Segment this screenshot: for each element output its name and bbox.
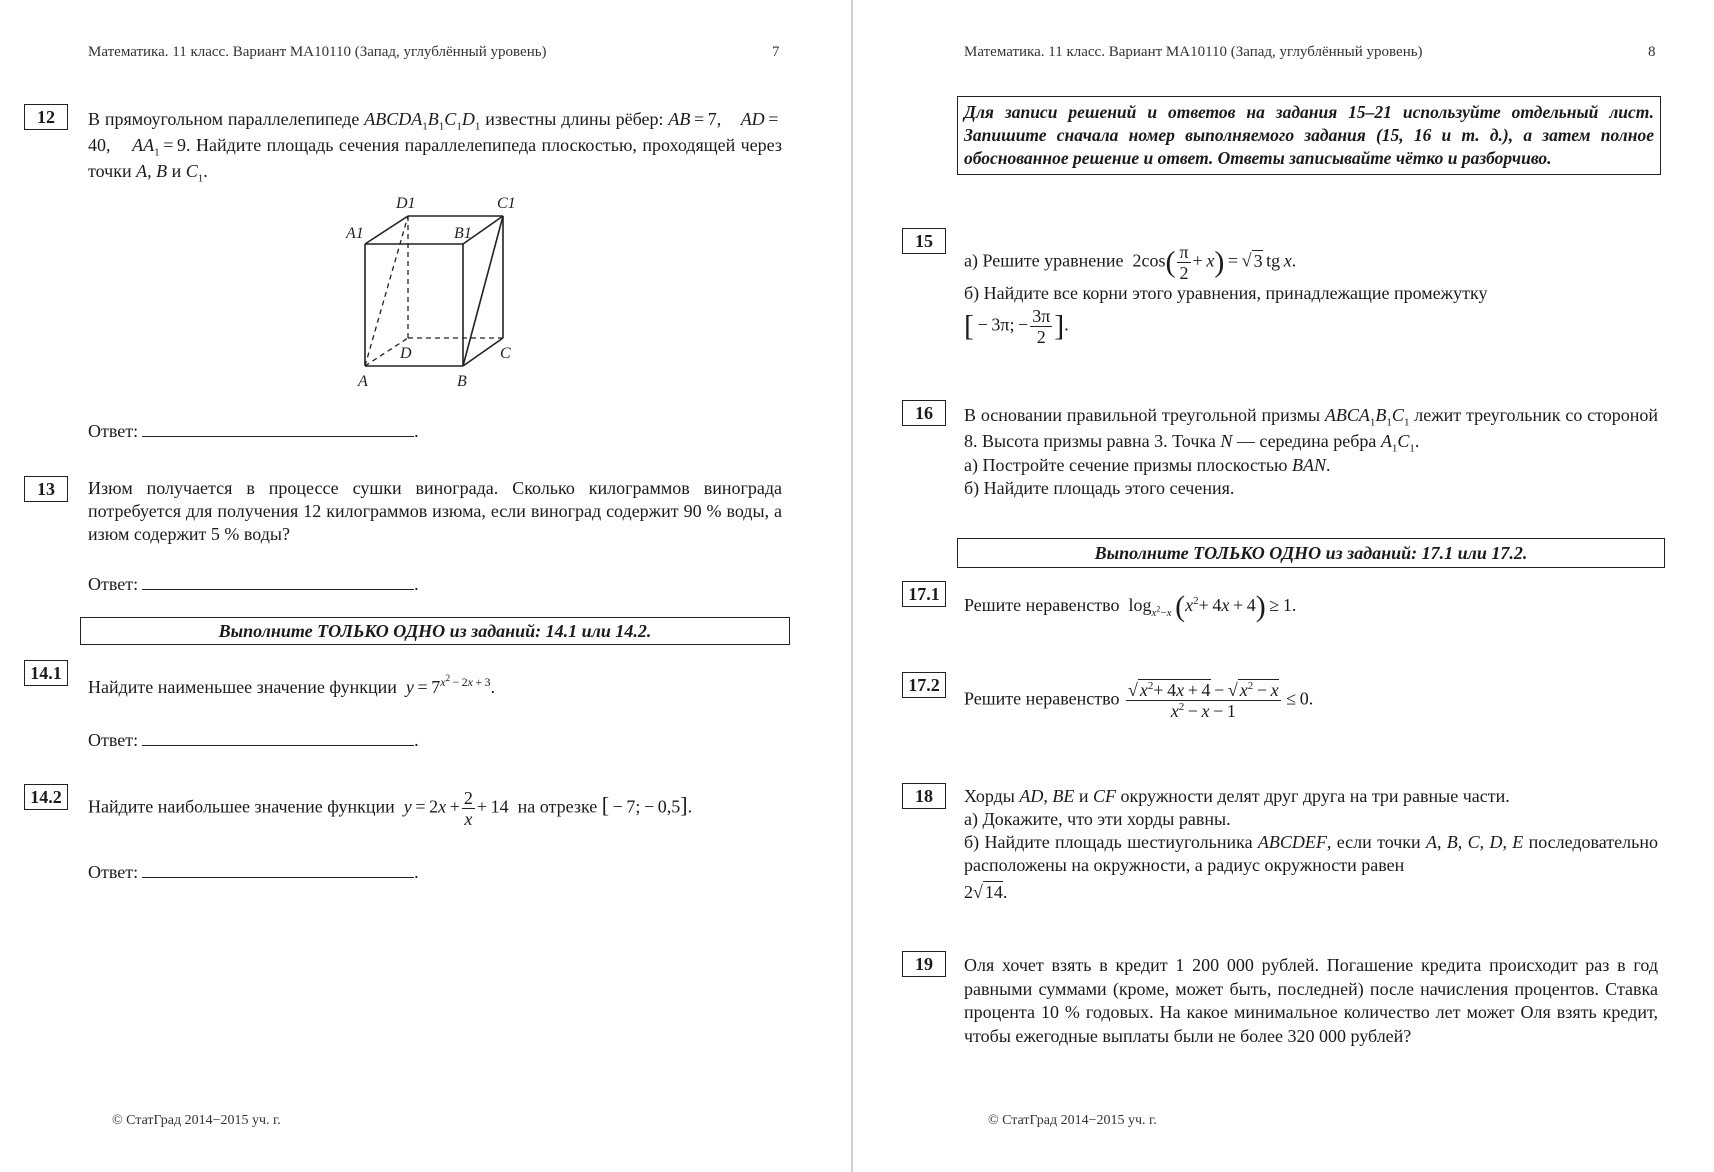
- task-number-13: 13: [24, 476, 68, 502]
- label-a: A: [358, 373, 368, 390]
- task-number-12: 12: [24, 104, 68, 130]
- task-12-text: В прямоугольном параллелепипеде $ABCDA_1B_1C_1D_1$ известны длины рёбер: AB = 7, AD = 40, $AA_1 = 9$. Найдите площадь сечения параллелепипеда плоскостью, проходящей через точки A, B и $C_1$.: [88, 109, 783, 185]
- answer-12: Ответ: .: [88, 421, 419, 441]
- label-b: B: [457, 373, 467, 390]
- choice-banner-14: Выполните ТОЛЬКО ОДНО из заданий: 14.1 или 14.2.: [80, 617, 790, 645]
- page-header: Математика. 11 класс. Вариант МА10110 (Запад, углублённый уровень): [88, 44, 547, 60]
- task-number-14-2: 14.2: [24, 784, 68, 810]
- label-c1: C1: [497, 195, 516, 212]
- label-a1: A1: [346, 225, 364, 242]
- answer-13: Ответ: .: [88, 574, 419, 594]
- page-footer: © СтатГрад 2014−2015 уч. г.: [112, 1113, 281, 1128]
- task-19-text: Оля хочет взять в кредит 1 200 000 рублей. Погашение кредита происходит раз в год равными суммами (кроме, может быть, последней) после начисления процентов. Ставка процента 10 % годовых. На какое минимальное количество лет может Оля взять кредит, чтобы ежегодные выплаты были не более 320 000 рублей?: [964, 955, 1658, 1046]
- task-14-1-text: Найдите наименьшее значение функции $y = 7^{x^2 - 2x + 3}$.: [88, 673, 496, 697]
- task-15-part-a: а) Решите уравнение 2cos( $\frac{\pi}{2}$ + x) = √ 3 tg x.: [964, 242, 1297, 283]
- task-number-14-1: 14.1: [24, 660, 68, 686]
- task-14-2-text: Найдите наибольшее значение функции y = 2x + $\frac{2}{x}$ + 14 на отрезке [ − 7; − 0,5].: [88, 788, 693, 829]
- page-number: 8: [1648, 44, 1656, 60]
- section-line-ad1: [365, 216, 408, 366]
- task-18-text: Хорды AD, BE и CF окружности делят друг друга на три равные части. а) Докажите, что эти хорды равны. б) Найдите площадь шестиугольника ABCDEF, если точки A, B, C, D, E последовательно расположены на окружности, а радиус окружности равен 2√ 14.: [964, 786, 1658, 902]
- task-number-18: 18: [902, 783, 946, 809]
- parallelepiped-figure: [340, 190, 520, 390]
- task-number-15: 15: [902, 228, 946, 254]
- task-15-part-b: б) Найдите все корни этого уравнения, принадлежащие промежутку [ − 3π; − $\frac{3\pi}{2}$ ].: [964, 283, 1488, 347]
- answer-14-2: Ответ: .: [88, 862, 419, 882]
- choice-banner-17: Выполните ТОЛЬКО ОДНО из заданий: 17.1 или 17.2.: [957, 538, 1665, 568]
- page-number: 7: [772, 44, 780, 60]
- page-footer: © СтатГрад 2014−2015 уч. г.: [988, 1113, 1157, 1128]
- answer-field-13[interactable]: [142, 573, 414, 590]
- edge-a1d1: [365, 216, 408, 244]
- label-c: C: [500, 345, 511, 362]
- answer-14-1: Ответ: .: [88, 730, 419, 750]
- answer-field-12[interactable]: [142, 420, 414, 437]
- task-17-1-text: Решите неравенство $\log_{x^2-x} (x^2+ 4x + 4) \ge 1$.: [964, 589, 1297, 623]
- answer-field-14-2[interactable]: [142, 861, 414, 878]
- task-number-16: 16: [902, 400, 946, 426]
- task-number-17-1: 17.1: [902, 581, 946, 607]
- task-number-19: 19: [902, 951, 946, 977]
- left-page: [0, 0, 852, 1172]
- label-d: D: [400, 345, 412, 362]
- answer-field-14-1[interactable]: [142, 729, 414, 746]
- task-16-text: В основании правильной треугольной призмы $ABCA_1B_1C_1$ лежит треугольник со стороной 8. Высота призмы равна 3. Точка N — середина ребра $A_1C_1$. а) Постройте сечение призмы плоскостью BAN. б) Найдите площадь этого сечения.: [964, 405, 1659, 498]
- task-17-2-text: Решите неравенство $\frac{√ x^2+ 4x + 4 - √ x^2 - x}{x^2 - x - 1}$ ≤ 0.: [964, 680, 1314, 721]
- task-13-text: Изюм получается в процессе сушки винограда. Сколько килограммов винограда потребуется для получения 12 килограммов изюма, если виноград содержит 90 % воды, а изюм содержит 5 % воды?: [88, 478, 782, 544]
- instruction-box: Для записи решений и ответов на задания 15–21 используйте отдельный лист. Запишите сначала номер выполняемого задания (15, 16 и т. д.), а затем полное обоснованное решение и ответ. Ответы записывайте чётко и разборчиво.: [957, 96, 1661, 175]
- label-b1: B1: [454, 225, 472, 242]
- task-number-17-2: 17.2: [902, 672, 946, 698]
- right-page: [854, 0, 1714, 1172]
- label-d1: D1: [396, 195, 416, 212]
- page-header: Математика. 11 класс. Вариант МА10110 (Запад, углублённый уровень): [964, 44, 1423, 60]
